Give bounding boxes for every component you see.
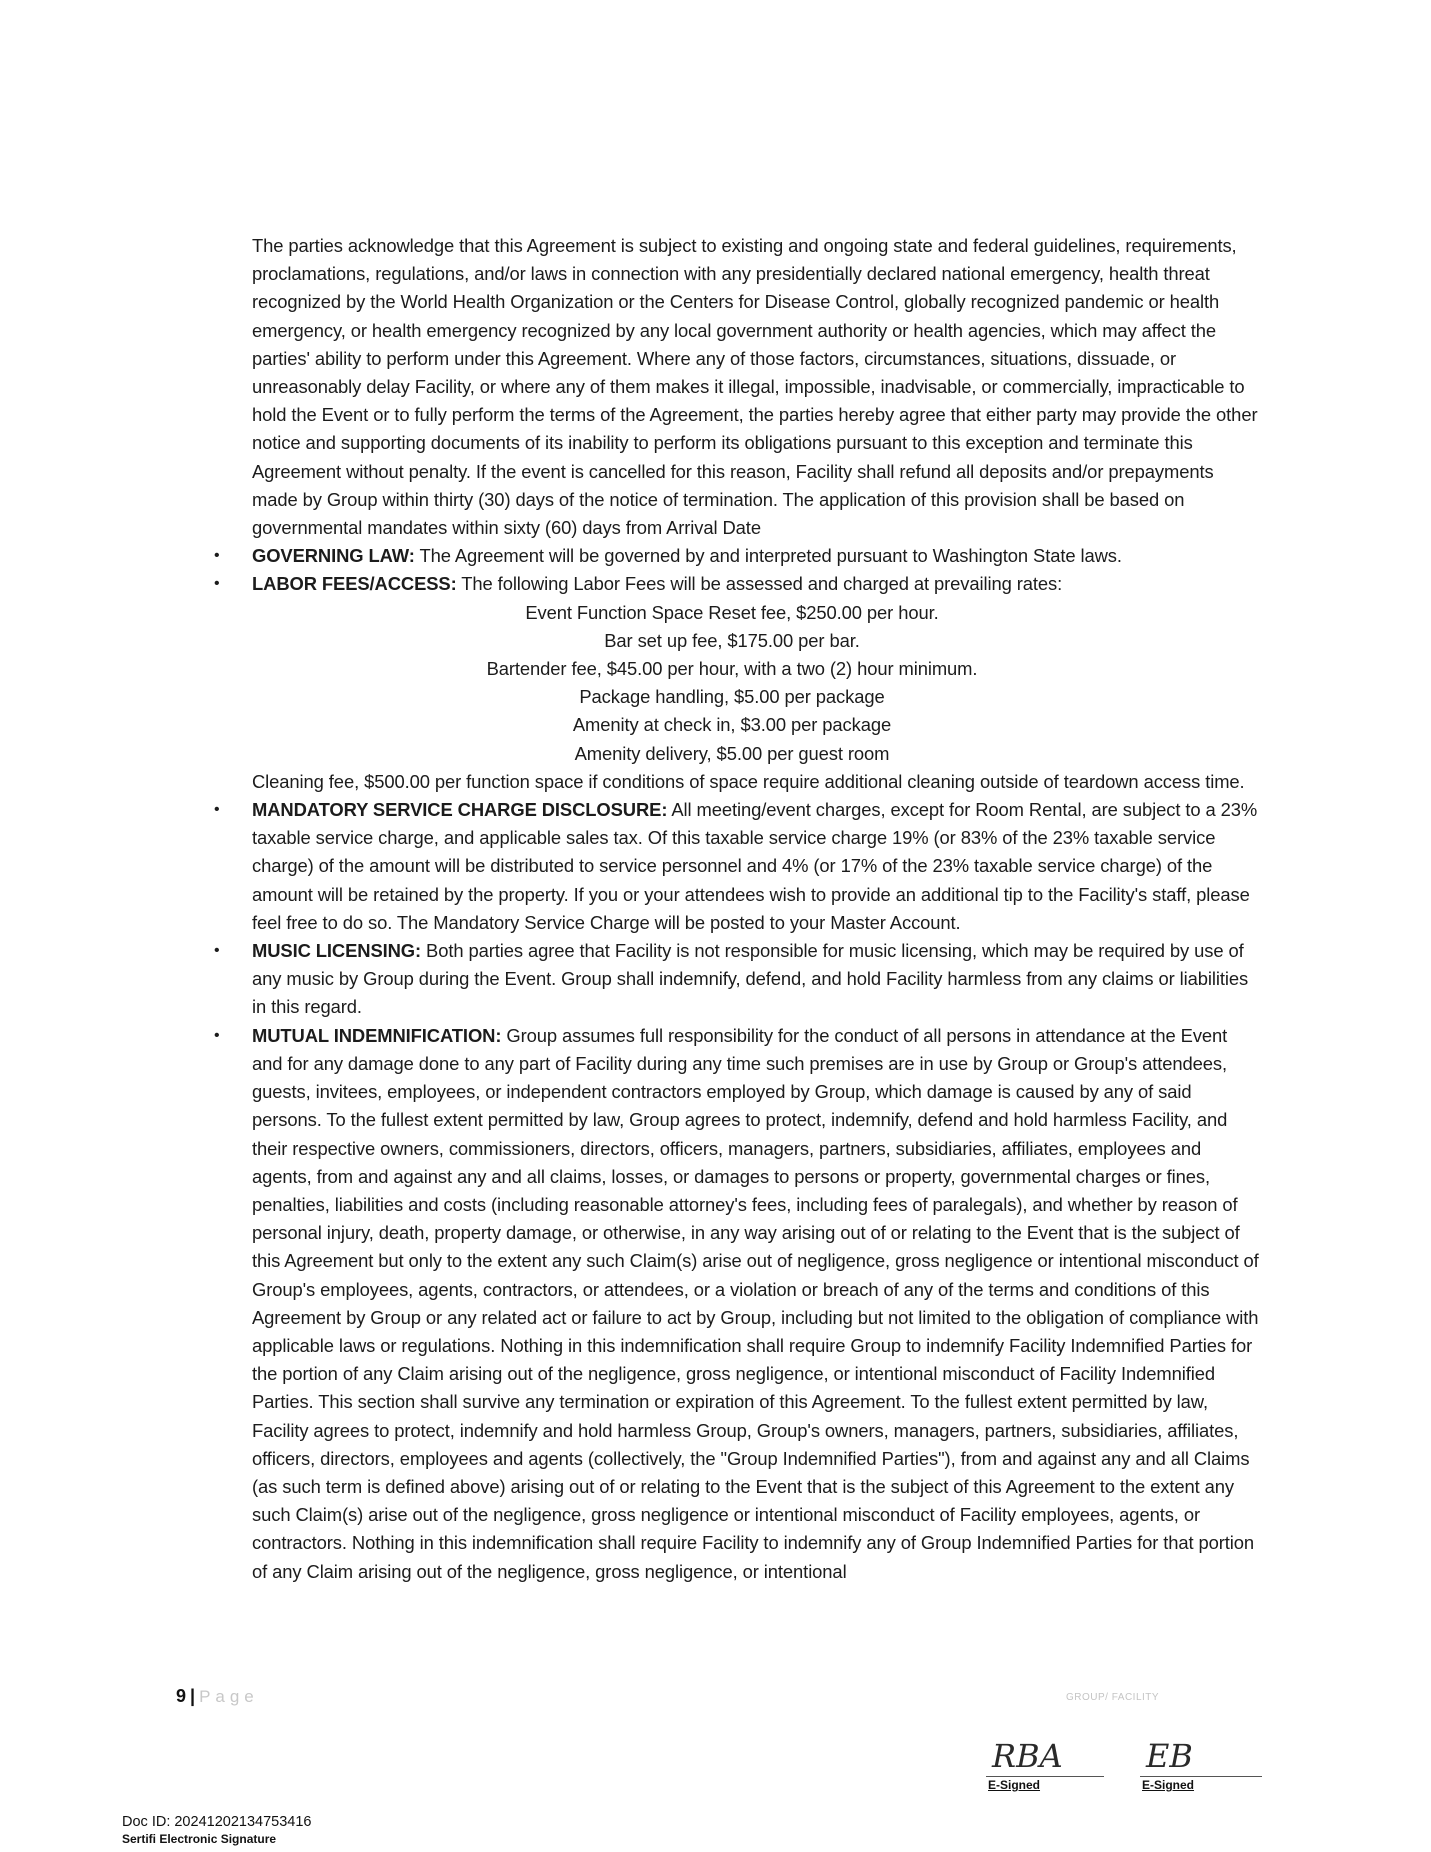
page-number-value: 9 bbox=[176, 1686, 187, 1706]
cleaning-fee-line: Cleaning fee, $500.00 per function space if conditions of space require additional cleaning outside of teardown access time. bbox=[252, 770, 1245, 792]
facility-initials: EB bbox=[1146, 1737, 1193, 1775]
page-word: Page bbox=[199, 1687, 259, 1706]
clause-text: Group assumes full responsibility for the conduct of all persons in attendance at the Event and for any damage done to any part of Facility during any time such premises are in use by Group or Group's attendees, guests, invitees, employees, or independent contractors employed by Group, which damage is caused by any of said persons. To the fullest extent permitted by law, Group agrees to protect, indemnify, defend and hold harmless Facility, and their respective owners, commissioners, directors, officers, managers, partners, subsidiaries, affiliates, employees and agents, from and against any and all claims, losses, or damages to persons or property, governmental charges or fines, penalties, liabilities and costs (including reasonable attorney's fees, including fees of paralegals), and whether by reason of personal injury, death, property damage, or otherwise, in any way arising out of or relating to the Event that is the subject of this Agreement but only to the extent any such Claim(s) arise out of negligence, gross negligence or intentional misconduct of Group's employees, agents, contractors, or attendees, or a violation or breach of any of the terms and conditions of this Agreement by Group or any related act or failure to act by Group, including but not limited to the obligation of compliance with applicable laws or regulations. Nothing in this indemnification shall require Group to indemnify Facility Indemnified Parties for the portion of any Claim arising out of the negligence, gross negligence, or intentional misconduct of Facility Indemnified Parties. This section shall survive any termination or expiration of this Agreement. To the fullest extent permitted by law, Facility agrees to protect, indemnify and hold harmless Group, Group's owners, managers, partners, subsidiaries, affiliates, officers, directors, employees and agents (collectively, the "Group Indemnified Parties"), from and against any and all Claims (as such term is defined above) arising out of or relating to the Event that is the subject of this Agreement to the extent any such Claim(s) arise out of the negligence, gross negligence or intentional misconduct of Facility employees, agents, or contractors. Nothing in this indemnification shall require Facility to indemnify any of Group Indemnified Parties for that portion of any Claim arising out of the negligence, gross negligence, or intentional bbox=[252, 1024, 1259, 1582]
labor-fees-clause bbox=[214, 570, 1262, 598]
clause-text: The following Labor Fees will be assessed and charged at prevailing rates: bbox=[456, 573, 1063, 595]
force-majeure-paragraph: The parties acknowledge that this Agreement is subject to existing and ongoing state and federal guidelines, requirements, proclamations, regulations, and/or laws in connection with any presidentially declared national emergency, health threat recognized by the World Health Organization or the Centers for Disease Control, globally recognized pandemic or health emergency, or health emergency recognized by any local government authority or health agencies, which may affect the parties' ability to perform under this Agreement. Where any of those factors, circumstances, situations, dissuade, or unreasonably delay Facility, or where any of them makes it illegal, impossible, inadvisable, or commercially, impracticable to hold the Event or to fully perform the terms of the Agreement, the parties hereby agree that either party may provide the other notice and supporting documents of its inability to perform its obligations pursuant to this exception and terminate this Agreement without penalty. If the event is cancelled for this reason, Facility shall refund all deposits and/or prepayments made by Group within thirty (30) days of the notice of termination. The application of this provision shall be based on governmental mandates within sixty (60) days from Arrival Date bbox=[252, 235, 1258, 539]
fee-line: Package handling, $5.00 per package bbox=[579, 686, 885, 708]
governing-law-clause bbox=[214, 542, 1262, 570]
fee-line: Amenity at check in, $3.00 per package bbox=[572, 714, 892, 736]
clause-text: The Agreement will be governed by and interpreted pursuant to Washington State laws. bbox=[414, 545, 1122, 567]
contract-body bbox=[214, 232, 1262, 1586]
signature-line bbox=[1140, 1776, 1262, 1777]
signature-line bbox=[986, 1776, 1104, 1777]
group-initials: RBA bbox=[992, 1737, 1063, 1775]
music-licensing-clause bbox=[214, 937, 1262, 1022]
facility-signature bbox=[1140, 1736, 1260, 1792]
fee-line: Amenity delivery, $5.00 per guest room bbox=[574, 742, 890, 764]
document-id: Doc ID: 20241202134753416 bbox=[122, 1814, 312, 1830]
clause-heading: MANDATORY SERVICE CHARGE DISCLOSURE: bbox=[252, 799, 668, 821]
clause-heading: MUTUAL INDEMNIFICATION: bbox=[252, 1024, 502, 1046]
labor-fee-list bbox=[252, 599, 1212, 768]
group-signature bbox=[986, 1736, 1106, 1792]
clause-text: All meeting/event charges, except for Room Rental, are subject to a 23% taxable service charge, and applicable sales tax. Of this taxable service charge 19% (or 83% of the 23% taxable service charge) of the amount will be distributed to service personnel and 4% (or 17% of the 23% taxable service charge) of the amount will be retained by the property. If you or your attendees wish to provide an additional tip to the Facility's staff, please feel free to do so. The Mandatory Service Charge will be posted to your Master Account. bbox=[252, 799, 1258, 933]
signature-vendor: Sertifi Electronic Signature bbox=[122, 1832, 277, 1846]
page-divider: | bbox=[190, 1686, 196, 1706]
service-charge-clause bbox=[214, 796, 1262, 937]
fee-line: Bar set up fee, $175.00 per bar. bbox=[604, 629, 860, 651]
clause-heading: MUSIC LICENSING: bbox=[252, 940, 422, 962]
fee-line: Bartender fee, $45.00 per hour, with a two (2) hour minimum. bbox=[486, 658, 978, 680]
document-id-block bbox=[122, 1814, 311, 1848]
page-number bbox=[176, 1686, 259, 1707]
mutual-indemnification-clause bbox=[214, 1022, 1262, 1586]
bullet-icon: • bbox=[214, 547, 220, 565]
clause-text: Both parties agree that Facility is not responsible for music licensing, which may be required by use of any music by Group during the Event. Group shall indemnify, defend, and hold Facility harmless from any claims or liabilities in this regard. bbox=[252, 940, 1249, 1018]
esigned-label: E-Signed bbox=[988, 1778, 1041, 1792]
esigned-label: E-Signed bbox=[1142, 1778, 1195, 1792]
bullet-icon: • bbox=[214, 575, 220, 593]
bullet-icon: • bbox=[214, 942, 220, 960]
group-facility-label: GROUP/ FACILITY bbox=[1066, 1692, 1160, 1703]
bullet-icon: • bbox=[214, 801, 220, 819]
bullet-icon: • bbox=[214, 1026, 220, 1044]
clause-heading: GOVERNING LAW: bbox=[252, 545, 415, 567]
fee-line: Event Function Space Reset fee, $250.00 per hour. bbox=[525, 601, 939, 623]
clause-heading: LABOR FEES/ACCESS: bbox=[252, 573, 457, 595]
